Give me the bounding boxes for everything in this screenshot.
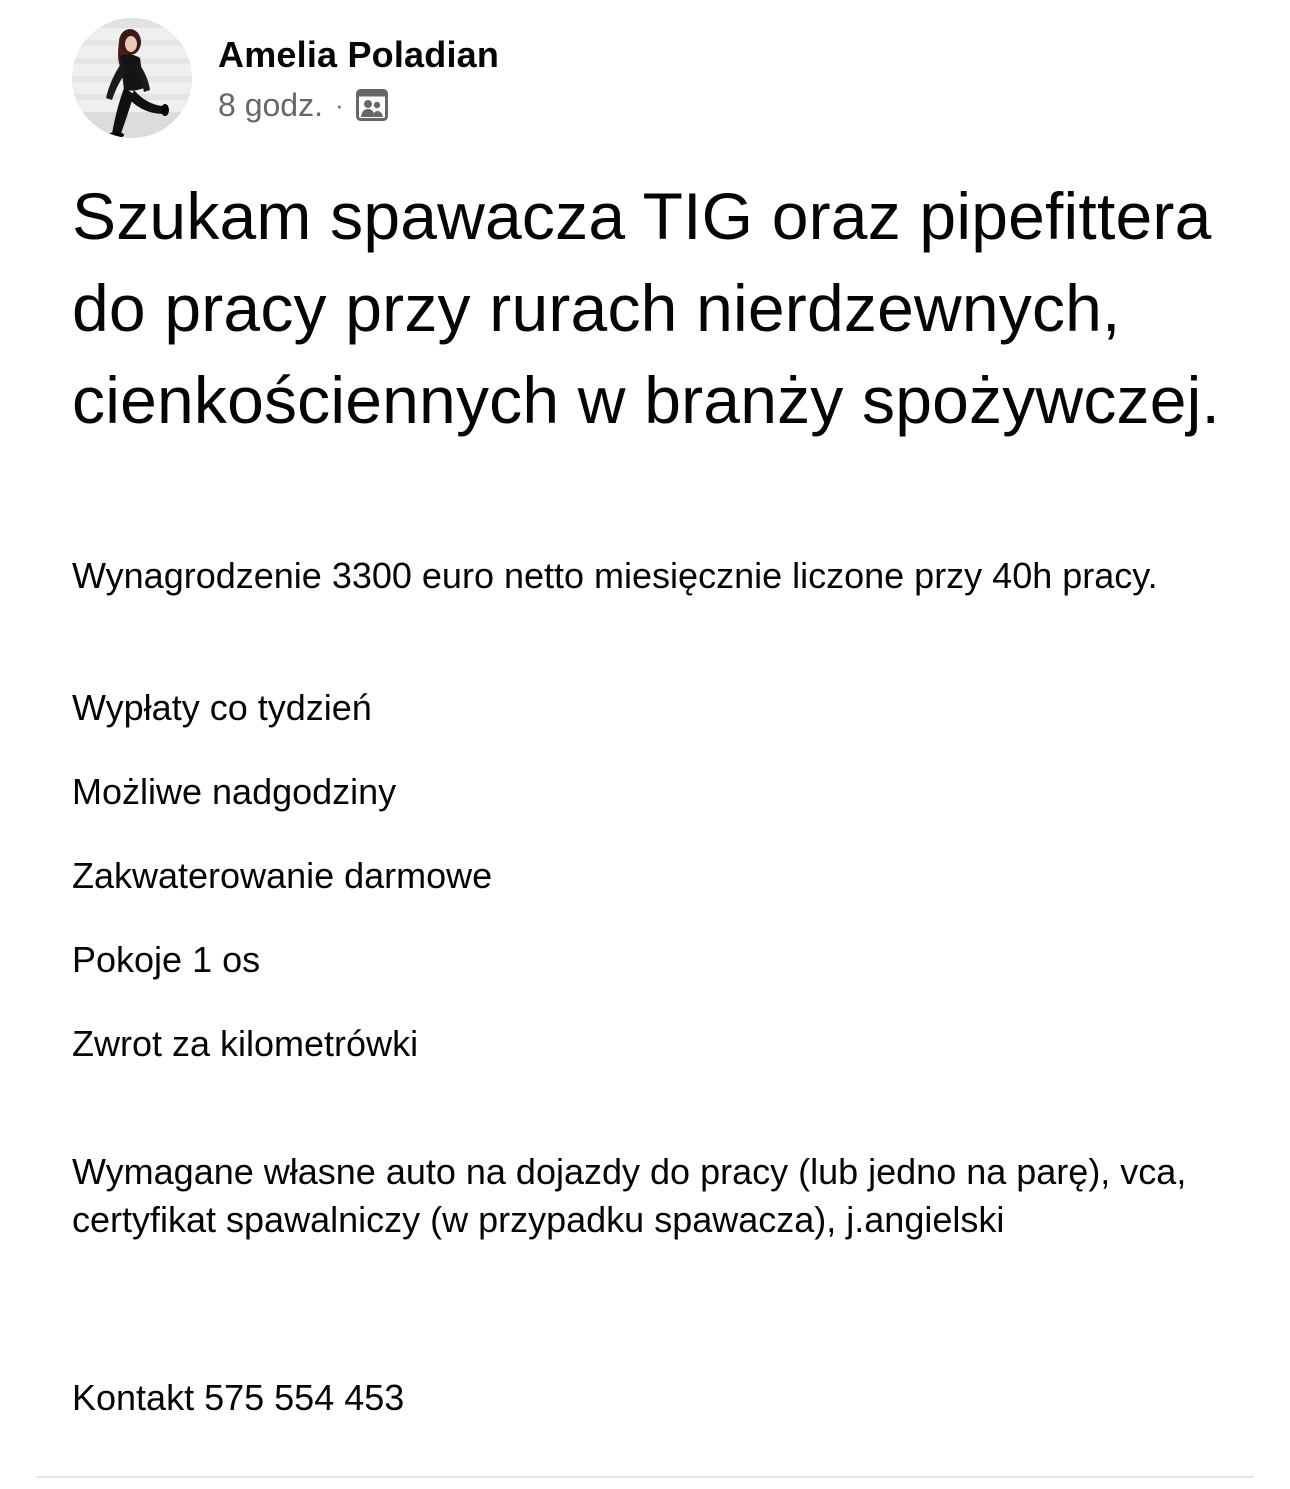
post-paragraph-accommodation: Zakwaterowanie darmowe (72, 855, 493, 896)
post-divider (36, 1476, 1254, 1478)
post-timestamp[interactable]: 8 godz. (218, 87, 323, 123)
post-paragraph-rooms: Pokoje 1 os (72, 939, 261, 980)
post-paragraph-contact[interactable]: Kontakt 575 554 453 (72, 1377, 405, 1418)
post-meta (218, 18, 499, 124)
post-header (72, 18, 499, 140)
post-paragraph-salary: Wynagrodzenie 3300 euro netto miesięcznie liczone przy 40h pracy. (72, 555, 1158, 596)
avatar[interactable] (72, 18, 192, 138)
post-paragraph-requirements: Wymagane własne auto na dojazdy do pracy (lub jedno na parę), vca, certyfikat spawalniczy (w przypadku spawacza), j.angielski (72, 1151, 1187, 1240)
post-paragraph-mileage: Zwrot za kilometrówki (72, 1023, 419, 1064)
avatar-photo-icon (72, 18, 192, 138)
separator-dot: · (334, 90, 344, 120)
post-headline: Szukam spawacza TIG oraz pipefittera do pracy przy rurach nierdzewnych, cienkościennych w branży spożywczej. (72, 179, 1221, 437)
group-icon[interactable] (356, 89, 388, 121)
author-name[interactable]: Amelia Poladian (218, 34, 500, 75)
post-subline (218, 86, 499, 124)
post-paragraph-payouts: Wypłaty co tydzień (72, 687, 372, 728)
post-paragraph-overtime: Możliwe nadgodziny (72, 771, 397, 812)
